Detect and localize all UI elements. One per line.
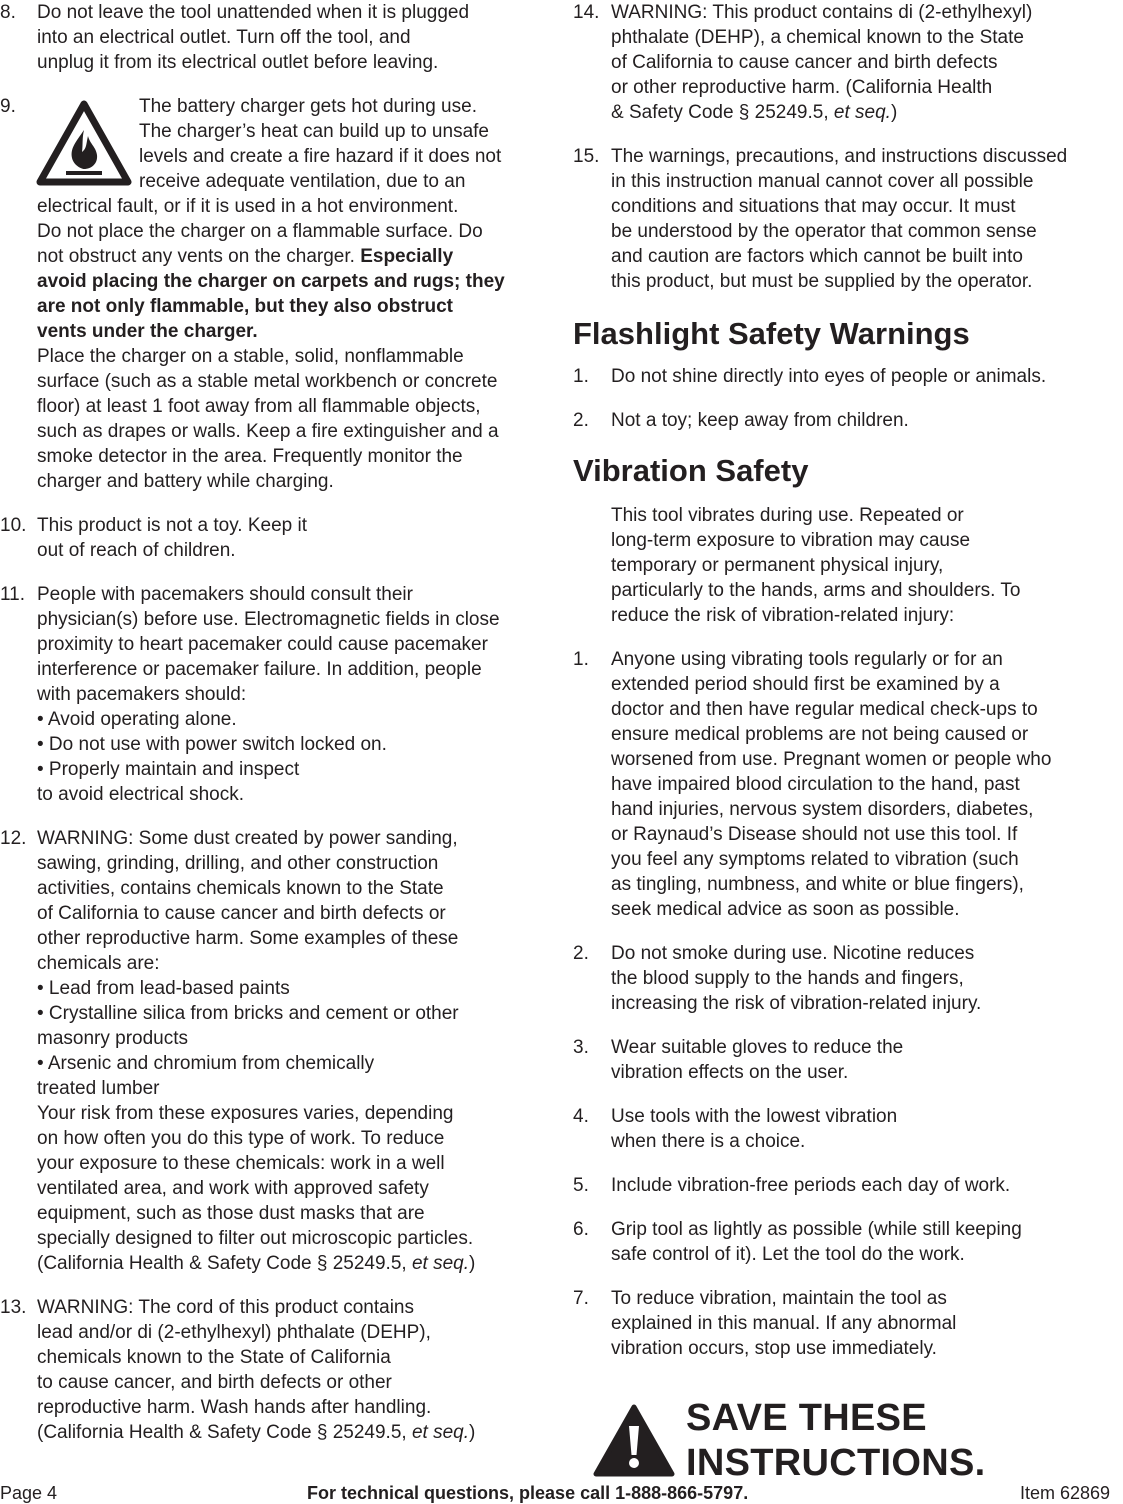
text-line [37,244,555,269]
text-line: unplug it from its electrical outlet before leaving. [37,52,439,73]
text-line: have impaired blood circulation to the hand, past [611,774,1020,795]
vibration-item-2-text [611,941,1118,1016]
item-number-footer: Item 62869 [1020,1483,1111,1503]
text-line: and caution are factors which cannot be built into [611,246,1023,267]
text-line: chemicals are: [37,953,160,974]
text-line: levels and create a fire hazard if it does not [139,146,502,167]
item-10-text [37,513,555,563]
item-10 [0,513,555,563]
vibration-item-1-text [611,647,1118,922]
text-segment: not obstruct any vents on the charger. [37,246,361,267]
text-line: The battery charger gets hot during use. [139,96,477,117]
text-line: activities, contains chemicals known to the State [37,878,444,899]
vibration-item-3-text [611,1035,1118,1085]
bullet-line: • Crystalline silica from bricks and cement or other [37,1003,459,1024]
vibration-item-4 [573,1104,1118,1154]
vibration-item-2 [573,941,1118,1016]
text-line: receive adequate ventilation, due to an [139,171,466,192]
italic-text: et seq. [411,1422,469,1443]
text-line: in this instruction manual cannot cover all possible [611,171,1034,192]
flashlight-safety-heading: Flashlight Safety Warnings [573,316,970,351]
citation-line [611,100,1118,125]
vibration-item-3 [573,1035,1118,1085]
text-line: vibration occurs, stop use immediately. [611,1338,937,1359]
item-11-text [37,582,555,807]
text-segment: ) [469,1422,476,1443]
item-12-text [37,826,555,1276]
text-line: safe control of it). Let the tool do the work. [611,1244,965,1265]
item-12 [0,826,555,1276]
bullet-line: • Arsenic and chromium from chemically [37,1053,375,1074]
text-line: This tool vibrates during use. Repeated or [611,505,964,526]
item-8 [0,0,555,75]
text-line: particularly to the hands, arms and shoulders. To [611,580,1021,601]
text-line: Do not smoke during use. Nicotine reduces [611,943,975,964]
vibration-item-6 [573,1217,1118,1267]
item-11 [0,582,555,807]
text-line: The warnings, precautions, and instructions discussed [611,146,1068,167]
text-line: increasing the risk of vibration-related injury. [611,993,982,1014]
text-segment: (California Health & Safety Code § 25249.5, [37,1253,412,1274]
item-number: 5. [573,1175,589,1196]
item-number: 15. [573,146,600,167]
bold-text: Especially [360,246,454,267]
bullet-line: • Do not use with power switch locked on. [37,734,387,755]
text-line: proximity to heart pacemaker could cause pacemaker [37,634,488,655]
page-number: Page 4 [0,1483,58,1503]
text-line: ensure medical problems are not being caused or [611,724,1029,745]
text-line: such as drapes or walls. Keep a fire extinguisher and a [37,421,499,442]
text-line: extended period should first be examined by a [611,674,1000,695]
bold-text: are not only flammable, but they also obstruct [37,296,453,317]
text-line: This product is not a toy. Keep it [37,515,308,536]
text-line: reproductive harm. Wash hands after handling. [37,1397,432,1418]
page-footer [0,1482,1123,1504]
text-line: the blood supply to the hands and fingers, [611,968,964,989]
text-line: to avoid electrical shock. [37,784,244,805]
bold-text: vents under the charger. [37,321,258,342]
item-number: 1. [573,366,589,387]
item-number: 2. [573,943,589,964]
text-segment: ) [469,1253,476,1274]
text-line: other reproductive harm. Some examples of these [37,928,459,949]
text-line: of California to cause cancer and birth defects or [37,903,446,924]
text-line: be understood by the operator that common sense [611,221,1037,242]
text-line: The charger’s heat can build up to unsafe [139,121,489,142]
item-8-text [37,0,555,75]
text-line: lead and/or di (2-ethylhexyl) phthalate (DEHP), [37,1322,431,1343]
text-line: hand injuries, nervous system disorders, diabetes, [611,799,1034,820]
text-line: surface (such as a stable metal workbench or concrete [37,371,498,392]
text-line: Grip tool as lightly as possible (while still keeping [611,1219,1022,1240]
vibration-item-6-text [611,1217,1118,1267]
text-line: Do not leave the tool unattended when it is plugged [37,2,470,23]
text-line: WARNING: This product contains di (2-ethylhexyl) [611,2,1033,23]
text-line: charger and battery while charging. [37,471,334,492]
right-column [573,0,1118,1380]
text-line: when there is a choice. [611,1131,806,1152]
item-number: 6. [573,1219,589,1240]
text-line: treated lumber [37,1078,160,1099]
text-line: into an electrical outlet. Turn off the tool, and [37,27,411,48]
text-segment: (California Health & Safety Code § 25249.5, [37,1422,412,1443]
text-line: as tingling, numbness, and white or blue fingers), [611,874,1024,895]
item-number: 7. [573,1288,589,1309]
item-13 [0,1295,555,1445]
text-line: floor) at least 1 foot away from all flammable objects, [37,396,481,417]
citation-line [37,1420,555,1445]
bullet-line: • Lead from lead-based paints [37,978,290,999]
text-line: WARNING: The cord of this product contains [37,1297,414,1318]
text-line: of California to cause cancer and birth defects [611,52,998,73]
text-line: electrical fault, or if it is used in a hot environment. [37,196,459,217]
flashlight-item-2 [573,408,1118,433]
vibration-intro [573,503,1118,628]
text-line: To reduce vibration, maintain the tool as [611,1288,947,1309]
bullet-line: • Avoid operating alone. [37,709,237,730]
save-line-2: INSTRUCTIONS. [686,1442,986,1484]
item-number: 2. [573,410,589,431]
text-line: vibration effects on the user. [611,1062,849,1083]
support-phone-text: For technical questions, please call 1-888-866-5797. [307,1483,749,1503]
text-line: Do not shine directly into eyes of people or animals. [611,366,1047,387]
item-number: 8. [0,2,16,23]
text-line: Include vibration-free periods each day of work. [611,1175,1011,1196]
text-line: or Raynaud’s Disease should not use this tool. If [611,824,1018,845]
text-line: phthalate (DEHP), a chemical known to the State [611,27,1024,48]
text-line: temporary or permanent physical injury, [611,555,944,576]
text-line: this product, but must be supplied by the operator. [611,271,1033,292]
text-line: Wear suitable gloves to reduce the [611,1037,904,1058]
text-line: Do not place the charger on a flammable surface. Do [37,221,483,242]
warning-exclamation-icon [593,1404,675,1483]
vibration-item-1 [573,647,1118,922]
text-line: sawing, grinding, drilling, and other construction [37,853,439,874]
item-number: 14. [573,2,600,23]
text-segment: & Safety Code § 25249.5, [611,102,834,123]
text-line: specially designed to filter out microscopic particles. [37,1228,474,1249]
text-line: your exposure to these chemicals: work in a well [37,1153,445,1174]
text-line: seek medical advice as soon as possible. [611,899,960,920]
item-number: 4. [573,1106,589,1127]
text-line: Anyone using vibrating tools regularly or for an [611,649,1003,670]
item-number: 11. [0,584,26,605]
italic-text: et seq. [833,102,891,123]
vibration-item-5 [573,1173,1118,1198]
item-13-text [37,1295,555,1445]
text-line: doctor and then have regular medical check-ups to [611,699,1038,720]
item-number: 1. [573,649,589,670]
item-15-text [611,144,1118,294]
item-14 [573,0,1118,125]
text-line: smoke detector in the area. Frequently monitor the [37,446,463,467]
text-line: equipment, such as those dust masks that are [37,1203,425,1224]
item-number: 10. [0,515,27,536]
left-column [0,0,555,1464]
text-line: Your risk from these exposures varies, depending [37,1103,454,1124]
bullet-line: • Properly maintain and inspect [37,759,300,780]
text-line: Place the charger on a stable, solid, nonflammable [37,346,464,367]
item-number: 12. [0,828,27,849]
text-line: to cause cancer, and birth defects or other [37,1372,392,1393]
text-line: Use tools with the lowest vibration [611,1106,898,1127]
text-line: on how often you do this type of work. To reduce [37,1128,445,1149]
text-line: interference or pacemaker failure. In addition, people [37,659,482,680]
text-line: ventilated area, and work with approved safety [37,1178,429,1199]
text-line: conditions and situations that may occur. It must [611,196,1016,217]
citation-line [37,1251,555,1276]
text-line: reduce the risk of vibration-related injury: [611,605,955,626]
text-line: WARNING: Some dust created by power sanding, [37,828,458,849]
text-line: People with pacemakers should consult their [37,584,413,605]
text-line: you feel any symptoms related to vibration (such [611,849,1019,870]
bold-text: avoid placing the charger on carpets and rugs; they [37,271,505,292]
save-line-1: SAVE THESE [686,1397,927,1439]
vibration-safety-heading: Vibration Safety [573,453,809,488]
text-line: masonry products [37,1028,189,1049]
text-line: or other reproductive harm. (California Health [611,77,993,98]
item-14-text [611,0,1118,125]
text-line: worsened from use. Pregnant women or people who [611,749,1052,770]
item-number: 13. [0,1297,27,1318]
vibration-item-7-text [611,1286,1118,1361]
italic-text: et seq. [411,1253,469,1274]
text-line: out of reach of children. [37,540,236,561]
item-15 [573,144,1118,294]
fire-hazard-icon [36,100,132,186]
item-number: 3. [573,1037,589,1058]
item-9-text [37,194,555,494]
text-line: with pacemakers should: [37,684,247,705]
text-line: chemicals known to the State of California [37,1347,391,1368]
save-instructions-text [686,1396,985,1486]
text-line: explained in this manual. If any abnormal [611,1313,957,1334]
text-line: Not a toy; keep away from children. [611,410,909,431]
flashlight-item-1 [573,364,1118,389]
vibration-item-4-text [611,1104,1118,1154]
item-number: 9. [0,96,16,117]
save-instructions-banner [593,1396,1113,1484]
text-segment: ) [890,102,898,123]
text-line: long-term exposure to vibration may cause [611,530,971,551]
text-line: physician(s) before use. Electromagnetic fields in close [37,609,500,630]
vibration-item-7 [573,1286,1118,1361]
